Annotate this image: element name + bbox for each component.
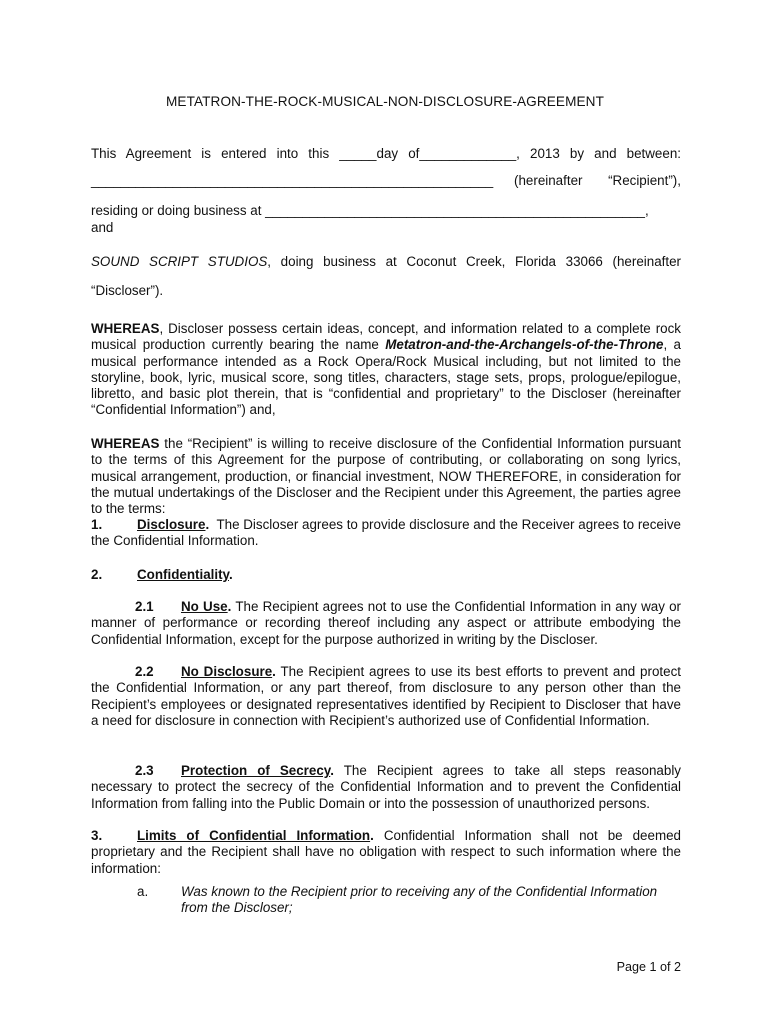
subsection-text: The Recipient agrees not to use the Confidential Information in any way or manner of performance or recording thereof including any aspect or attribute embodying the Confidential Information, except for the purpose authorized in writing by the Discloser.: [91, 599, 682, 647]
section-text: Confidential Information shall not be deemed proprietary and the Recipient shall have no obligation with respect to such information where the information:: [91, 828, 681, 876]
subsection-number: 2.2: [135, 664, 154, 679]
section-2-2: 2.2 No Disclosure. The Recipient agrees to use its best efforts to prevent and protect the Confidential Information, or any part thereof, from disclosure to any person other than the Recipient’s employees or designated representatives identified by Recipient to Discloser that have a need for disclosure in connection with Recipient’s authorized use of Confidential Information.: [91, 664, 681, 728]
section-text: The Discloser agrees to provide disclosure and the Receiver agrees to receive the Confidential Information.: [91, 517, 681, 549]
section-number: 2.: [91, 567, 103, 582]
musical-name: Metatron-and-the-Archangels-of-the-Throne: [385, 337, 664, 353]
subsection-text: The Recipient agrees to use its best efforts to prevent and protect the Confidential Information, or any part thereof, from disclosure to any person other than the Recipient’s employees or designated representatives identified by Recipient to Discloser that have a need for disclosure in connection with Recipient’s authorized use of Confidential Information.: [91, 664, 681, 728]
discloser-line: [91, 254, 681, 270]
whereas-text: , Discloser possess certain ideas, concept, and information related to a complete rock musical production currently bearing the name: [91, 321, 681, 353]
whereas-text: the “Recipient” is willing to receive disclosure of the Confidential Information pursuant to the terms of this Agreement for the purpose of contributing, or collaborating on song lyrics, musical arrangement, production, or financial investment, NOW THEREFORE, in consideration for the mutual undertakings of the Discloser and the Recipient under this Agreement, the parties agree to the terms:: [91, 436, 681, 517]
and-line: and: [91, 220, 114, 235]
whereas-lead: WHEREAS: [91, 436, 160, 451]
section-2: 2. Confidentiality.: [91, 567, 233, 582]
section-1: 1. Disclosure. The Discloser agrees to provide disclosure and the Receiver agrees to receive the Confidential Information.: [91, 517, 681, 549]
whereas-lead: WHEREAS: [91, 321, 160, 336]
list-item-label: a.: [137, 884, 149, 899]
subsection-number: 2.1: [135, 599, 154, 614]
whereas-paragraph-1: [91, 321, 681, 419]
whereas-paragraph-2: [91, 436, 681, 517]
discloser-label: “Discloser”).: [91, 283, 164, 298]
section-2-3: 2.3 Protection of Secrecy. The Recipient agrees to take all steps reasonably necessary to protect the secrecy of the Confidential Information and to prevent the Confidential Information from falling into the Public Domain or into the possession of unauthorized persons.: [91, 763, 681, 811]
subsection-heading: No Use: [181, 599, 228, 614]
intro-line: This Agreement is entered into this _____day of_____________, 2013 by and between:: [91, 146, 681, 161]
section-number: 3.: [91, 828, 103, 843]
subsection-text: The Recipient agrees to take all steps reasonably necessary to protect the secrecy of the Confidential Information and to prevent the Confidential Information from falling into the Public Domain or into the possession of unauthorized persons.: [91, 763, 681, 811]
recipient-label-hereinafter: (hereinafter: [514, 173, 583, 188]
section-heading: Confidentiality: [137, 567, 229, 582]
discloser-details: , doing business at Coconut Creek, Florida 33066 (hereinafter: [267, 254, 681, 269]
subsection-heading: Protection of Secrecy: [181, 763, 331, 778]
whereas-text: , a musical performance intended as a Rock Opera/Rock Musical including, but not limited to the storyline, book, lyric, musical score, song titles, characters, stage sets, props, prologue/epilogue, libretto, and basic plot therein, that is “confidential and proprietary” to the Discloser (hereinafter “Confidential Information”) and,: [91, 337, 682, 418]
list-item-text: Was known to the Recipient prior to receiving any of the Confidential Information from the Discloser;: [181, 884, 658, 915]
recipient-label: “Recipient”),: [608, 173, 681, 188]
subsection-number: 2.3: [135, 763, 154, 778]
page-number: Page 1 of 2: [616, 960, 681, 974]
section-number: 1.: [91, 517, 103, 532]
recipient-line: [91, 173, 681, 189]
document-title: METATRON-THE-ROCK-MUSICAL-NON-DISCLOSURE-AGREEMENT: [166, 94, 604, 109]
section-2-1: 2.1 No Use. The Recipient agrees not to use the Confidential Information in any way or manner of performance or recording thereof including any aspect or attribute embodying the Confidential Information, except for the purpose authorized in writing by the Discloser.: [91, 599, 682, 647]
section-3: 3. Limits of Confidential Information. Confidential Information shall not be deemed proprietary and the Recipient shall have no obligation with respect to such information where the information:: [91, 828, 681, 876]
section-heading: Disclosure: [137, 517, 206, 532]
section-heading: Limits of Confidential Information: [137, 828, 371, 843]
residing-line: residing or doing business at ___________________________________________________,: [91, 203, 649, 218]
subsection-heading: No Disclosure: [181, 664, 273, 679]
recipient-blank: ______________________________________________________: [91, 173, 494, 188]
discloser-name: SOUND SCRIPT STUDIOS: [91, 254, 268, 269]
